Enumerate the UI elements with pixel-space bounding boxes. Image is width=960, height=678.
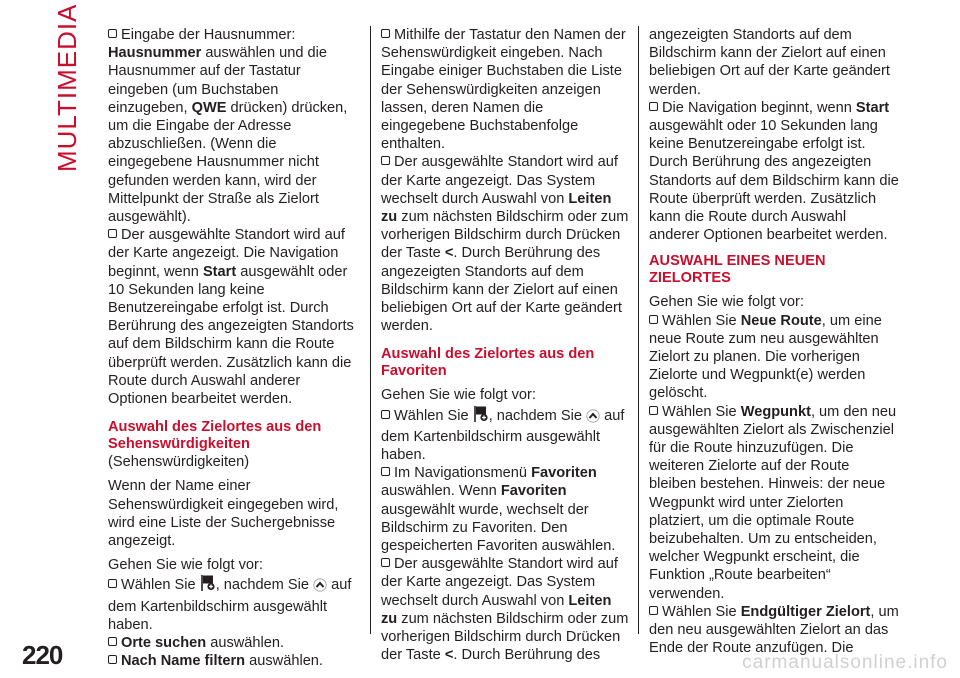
- paragraph: Wenn der Name einer Sehenswürdigkeit eingegeben wird, wird eine Liste der Suchergebnisse angezeigt.: [108, 478, 339, 550]
- bullet-square-icon: [381, 29, 390, 38]
- flag-plus-icon: [200, 574, 216, 597]
- bullet-paragraph: Wählen Sie Neue Route, um eine neue Route zum neu ausgewählten Zielort zu planen. Die vorherigen Zielorte und Wegpunkt(e) werden gelöscht.: [649, 312, 882, 402]
- bullet-paragraph: Wählen Sie Wegpunkt, um den neu ausgewählten Zielort als Zwischenziel für die Route hinzuzufügen. Die weiteren Zielorte auf der Route bleiben bestehen. Hinweis: der neue Wegpunkt wird unter Zielorten platziert, um die optimale Route beizubehalten. Um zu entscheiden, welcher Wegpunkt erscheint, die Funktion „Route bearbeiten“ verwenden.: [649, 403, 897, 602]
- section-label: MULTIMEDIA: [52, 3, 82, 172]
- section-heading: Auswahl des Zielortes aus den Favoriten: [381, 346, 595, 380]
- bullet-square-icon: [381, 410, 390, 419]
- bullet-square-icon: [381, 558, 390, 567]
- flag-plus-icon: [473, 405, 489, 428]
- paragraph: Gehen Sie wie folgt vor:: [108, 557, 263, 574]
- bullet-square-icon: [649, 606, 658, 615]
- watermark: carmanualsonline.info: [742, 652, 948, 673]
- bullet-paragraph: Wählen Sie Endgültiger Zielort, um den neu ausgewählten Zielort an das Ende der Route anzufügen. Die: [649, 603, 899, 657]
- bullet-square-icon: [108, 655, 117, 664]
- bullet-paragraph: Der ausgewählte Standort wird auf der Karte angezeigt. Das System wechselt durch Auswahl von Leiten zu zum nächsten Bildschirm oder zum vorherigen Bildschirm durch Drücken der Taste <. Durch Berührung des: [381, 556, 629, 664]
- bullet-square-icon: [108, 29, 117, 38]
- bullet-paragraph: Mithilfe der Tastatur den Namen der Sehenswürdigkeit eingeben. Nach Eingabe einiger Buchstaben die Liste der Sehenswürdigkeiten anzeigen lassen, deren Namen die eingegebene Buchstabenfolge enthalten.: [381, 27, 626, 153]
- bullet-square-icon: [649, 406, 658, 415]
- bullet-paragraph: Im Navigationsmenü Favoriten auswählen. Wenn Favoriten ausgewählt wurde, wechselt der Bildschirm zu Favoriten. Den gespeicherten Favoriten auswählen.: [381, 465, 616, 555]
- chevron-up-icon: [313, 578, 327, 597]
- page-number: 220: [22, 640, 63, 670]
- column-divider: [638, 26, 639, 634]
- bullet-paragraph: Der ausgewählte Standort wird auf der Karte angezeigt. Die Navigation beginnt, wenn Start ausgewählt oder 10 Sekunden lang keine Benutzereingabe erfolgt ist. Durch Berührung des angezeigten Standorts auf dem Bildschirm kann die Route überprüft werden. Zusätzlich kann die Route durch Auswahl anderer Optionen bearbeitet werden.: [108, 227, 354, 408]
- text-column-1: [108, 26, 358, 670]
- bullet-paragraph: Eingabe der Hausnummer: Hausnummer auswählen und die Hausnummer auf der Tastatur eingeben (um Buchstaben einzugeben, QWE drücken) drücken, um die Eingabe der Adresse abzuschließen. (Wenn die eingegebene Hausnummer nicht gefunden werden kann, wird der Mittelpunkt der Straße als Zielort ausgewählt).: [108, 27, 348, 226]
- bullet-square-icon: [381, 467, 390, 476]
- bullet-square-icon: [649, 102, 658, 111]
- bullet-paragraph: Orte suchen auswählen.: [108, 634, 358, 652]
- bullet-square-icon: [108, 229, 117, 238]
- section-heading: Auswahl des Zielortes aus den Sehenswürdigkeiten: [108, 419, 322, 453]
- column-divider: [370, 26, 371, 634]
- bullet-paragraph: Der ausgewählte Standort wird auf der Karte angezeigt. Das System wechselt durch Auswahl von Leiten zu zum nächsten Bildschirm oder zum vorherigen Bildschirm durch Drücken der Taste <. Durch Berührung des angezeigten Standorts auf dem Bildschirm kann der Zielort auf einen beliebigen Ort auf der Karte geändert werden.: [381, 154, 629, 335]
- bullet-paragraph: Wählen Sie , nachdem Sie auf dem Kartenbildschirm ausgewählt haben.: [381, 405, 631, 465]
- paragraph: Gehen Sie wie folgt vor:: [381, 387, 536, 404]
- bullet-square-icon: [108, 637, 117, 646]
- chevron-up-icon: [586, 409, 600, 428]
- paragraph: angezeigten Standorts auf dem Bildschirm kann der Zielort auf einen beliebigen Ort auf der Karte geändert werden.: [649, 27, 890, 98]
- bullet-square-icon: [381, 156, 390, 165]
- bullet-paragraph: Die Navigation beginnt, wenn Start ausgewählt oder 10 Sekunden lang keine Benutzereingabe erfolgt ist. Durch Berührung des angezeigten Standorts auf dem Bildschirm kann die Route überprüft werden. Zusätzlich kann die Route durch Auswahl anderer Optionen bearbeitet werden.: [649, 99, 899, 244]
- bullet-square-icon: [108, 579, 117, 588]
- bullet-paragraph: Wählen Sie , nachdem Sie auf dem Kartenbildschirm ausgewählt haben.: [108, 574, 358, 634]
- paragraph: Gehen Sie wie folgt vor:: [649, 294, 804, 311]
- text-column-2: [381, 26, 631, 664]
- bullet-square-icon: [649, 315, 658, 324]
- bullet-paragraph: Nach Name filtern auswählen.: [108, 652, 358, 670]
- section-heading: AUSWAHL EINES NEUEN ZIELORTES: [649, 253, 826, 287]
- heading-subtitle: (Sehenswürdigkeiten): [108, 454, 250, 471]
- text-column-3: [649, 26, 899, 657]
